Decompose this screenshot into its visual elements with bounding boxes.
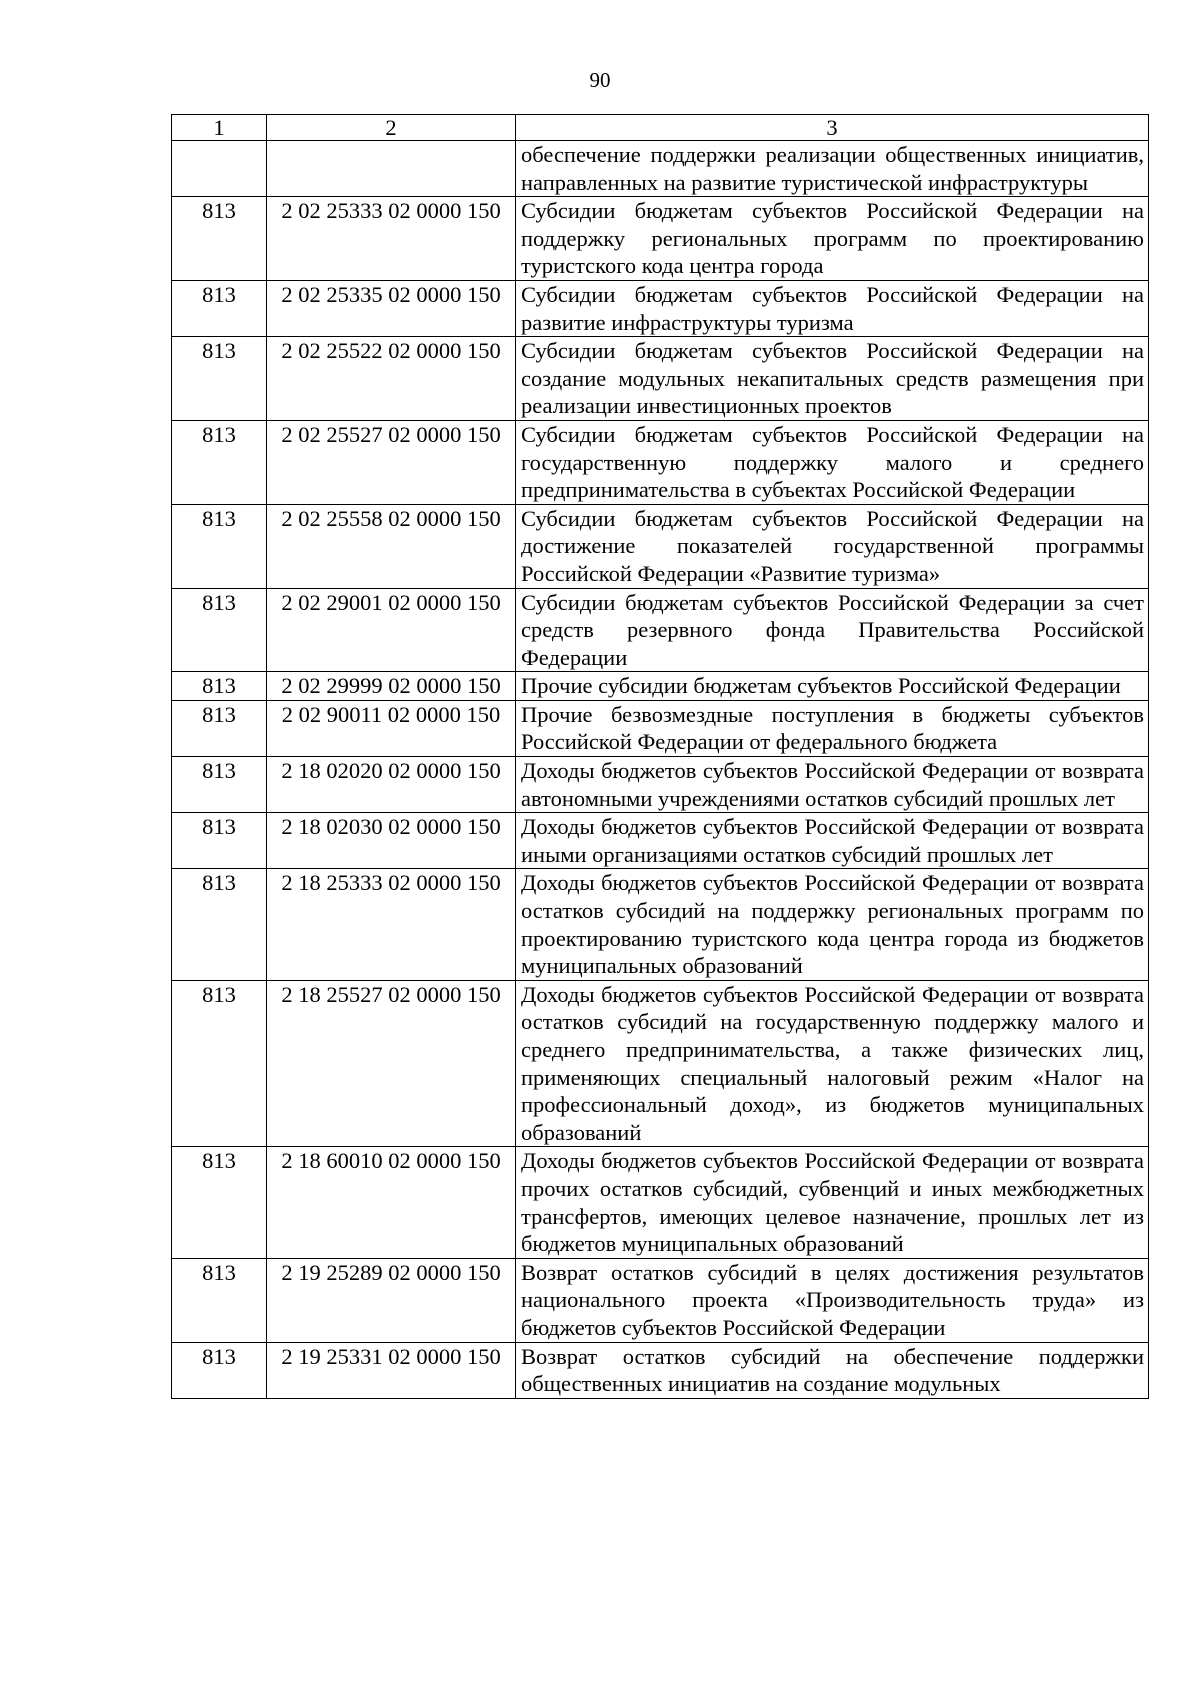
admin-code-cell: 813 (172, 1342, 267, 1398)
description-cell: Доходы бюджетов субъектов Российской Федерации от возврата прочих остатков субсидий, субвенций и иных межбюджетных трансфертов, имеющих целевое назначение, прошлых лет из бюджетов муниципальных образований (516, 1147, 1149, 1258)
description-cell: Доходы бюджетов субъектов Российской Федерации от возврата иными организациями остатков субсидий прошлых лет (516, 813, 1149, 869)
description-cell: Субсидии бюджетам субъектов Российской Федерации на государственную поддержку малого и среднего предпринимательства в субъектах Российской Федерации (516, 420, 1149, 504)
description-cell: Возврат остатков субсидий на обеспечение поддержки общественных инициатив на создание модульных (516, 1342, 1149, 1398)
column-header-2: 2 (267, 115, 516, 141)
table-row (172, 337, 1149, 421)
budget-code-cell (267, 141, 516, 197)
table-row (172, 504, 1149, 588)
admin-code-cell: 813 (172, 1147, 267, 1258)
admin-code-cell: 813 (172, 980, 267, 1147)
admin-code-cell: 813 (172, 1258, 267, 1342)
table-row (172, 672, 1149, 701)
admin-code-cell: 813 (172, 869, 267, 980)
description-cell: обеспечение поддержки реализации общественных инициатив, направленных на развитие туристической инфраструктуры (516, 141, 1149, 197)
table-row (172, 197, 1149, 281)
budget-code-cell: 2 02 25522 02 0000 150 (267, 337, 516, 421)
description-cell: Доходы бюджетов субъектов Российской Федерации от возврата остатков субсидий на поддержку региональных программ по проектированию туристского кода центра города из бюджетов муниципальных образований (516, 869, 1149, 980)
admin-code-cell: 813 (172, 672, 267, 701)
admin-code-cell: 813 (172, 700, 267, 756)
table-row (172, 700, 1149, 756)
admin-code-cell: 813 (172, 337, 267, 421)
table-row (172, 980, 1149, 1147)
description-cell: Доходы бюджетов субъектов Российской Федерации от возврата автономными учреждениями остатков субсидий прошлых лет (516, 757, 1149, 813)
budget-code-cell: 2 02 25527 02 0000 150 (267, 420, 516, 504)
description-cell: Субсидии бюджетам субъектов Российской Федерации на создание модульных некапитальных средств размещения при реализации инвестиционных проектов (516, 337, 1149, 421)
description-cell: Возврат остатков субсидий в целях достижения результатов национального проекта «Производительность труда» из бюджетов субъектов Российской Федерации (516, 1258, 1149, 1342)
budget-code-cell: 2 02 25335 02 0000 150 (267, 280, 516, 336)
budget-code-cell: 2 02 25333 02 0000 150 (267, 197, 516, 281)
revenue-codes-table (171, 114, 1149, 1399)
admin-code-cell: 813 (172, 588, 267, 672)
table-row (172, 869, 1149, 980)
admin-code-cell: 813 (172, 757, 267, 813)
budget-code-cell: 2 19 25289 02 0000 150 (267, 1258, 516, 1342)
budget-code-cell: 2 18 60010 02 0000 150 (267, 1147, 516, 1258)
admin-code-cell: 813 (172, 197, 267, 281)
description-cell: Прочие субсидии бюджетам субъектов Российской Федерации (516, 672, 1149, 701)
page-number: 90 (589, 68, 611, 92)
table-row (172, 588, 1149, 672)
description-cell: Субсидии бюджетам субъектов Российской Федерации на поддержку региональных программ по проектированию туристского кода центра города (516, 197, 1149, 281)
table-row (172, 1258, 1149, 1342)
description-cell: Субсидии бюджетам субъектов Российской Федерации на развитие инфраструктуры туризма (516, 280, 1149, 336)
column-header-3: 3 (516, 115, 1149, 141)
table-row (172, 1342, 1149, 1398)
table-row (172, 1147, 1149, 1258)
description-cell: Прочие безвозмездные поступления в бюджеты субъектов Российской Федерации от федерального бюджета (516, 700, 1149, 756)
budget-code-cell: 2 18 02030 02 0000 150 (267, 813, 516, 869)
table-row (172, 813, 1149, 869)
budget-code-cell: 2 02 29001 02 0000 150 (267, 588, 516, 672)
budget-code-cell: 2 18 25527 02 0000 150 (267, 980, 516, 1147)
budget-code-cell: 2 02 90011 02 0000 150 (267, 700, 516, 756)
description-cell: Доходы бюджетов субъектов Российской Федерации от возврата остатков субсидий на государственную поддержку малого и среднего предпринимательства, а также физических лиц, применяющих специальный налоговый режим «Налог на профессиональный доход», из бюджетов муниципальных образований (516, 980, 1149, 1147)
table-row (172, 280, 1149, 336)
description-cell: Субсидии бюджетам субъектов Российской Федерации на достижение показателей государственной программы Российской Федерации «Развитие туризма» (516, 504, 1149, 588)
table-row (172, 141, 1149, 197)
admin-code-cell: 813 (172, 280, 267, 336)
table-row (172, 757, 1149, 813)
admin-code-cell: 813 (172, 504, 267, 588)
budget-code-cell: 2 02 29999 02 0000 150 (267, 672, 516, 701)
column-header-1: 1 (172, 115, 267, 141)
budget-code-cell: 2 18 25333 02 0000 150 (267, 869, 516, 980)
description-cell: Субсидии бюджетам субъектов Российской Федерации за счет средств резервного фонда Правительства Российской Федерации (516, 588, 1149, 672)
admin-code-cell: 813 (172, 420, 267, 504)
admin-code-cell (172, 141, 267, 197)
table-row (172, 420, 1149, 504)
budget-code-cell: 2 02 25558 02 0000 150 (267, 504, 516, 588)
table-header-row (172, 115, 1149, 141)
budget-code-cell: 2 18 02020 02 0000 150 (267, 757, 516, 813)
admin-code-cell: 813 (172, 813, 267, 869)
budget-code-cell: 2 19 25331 02 0000 150 (267, 1342, 516, 1398)
